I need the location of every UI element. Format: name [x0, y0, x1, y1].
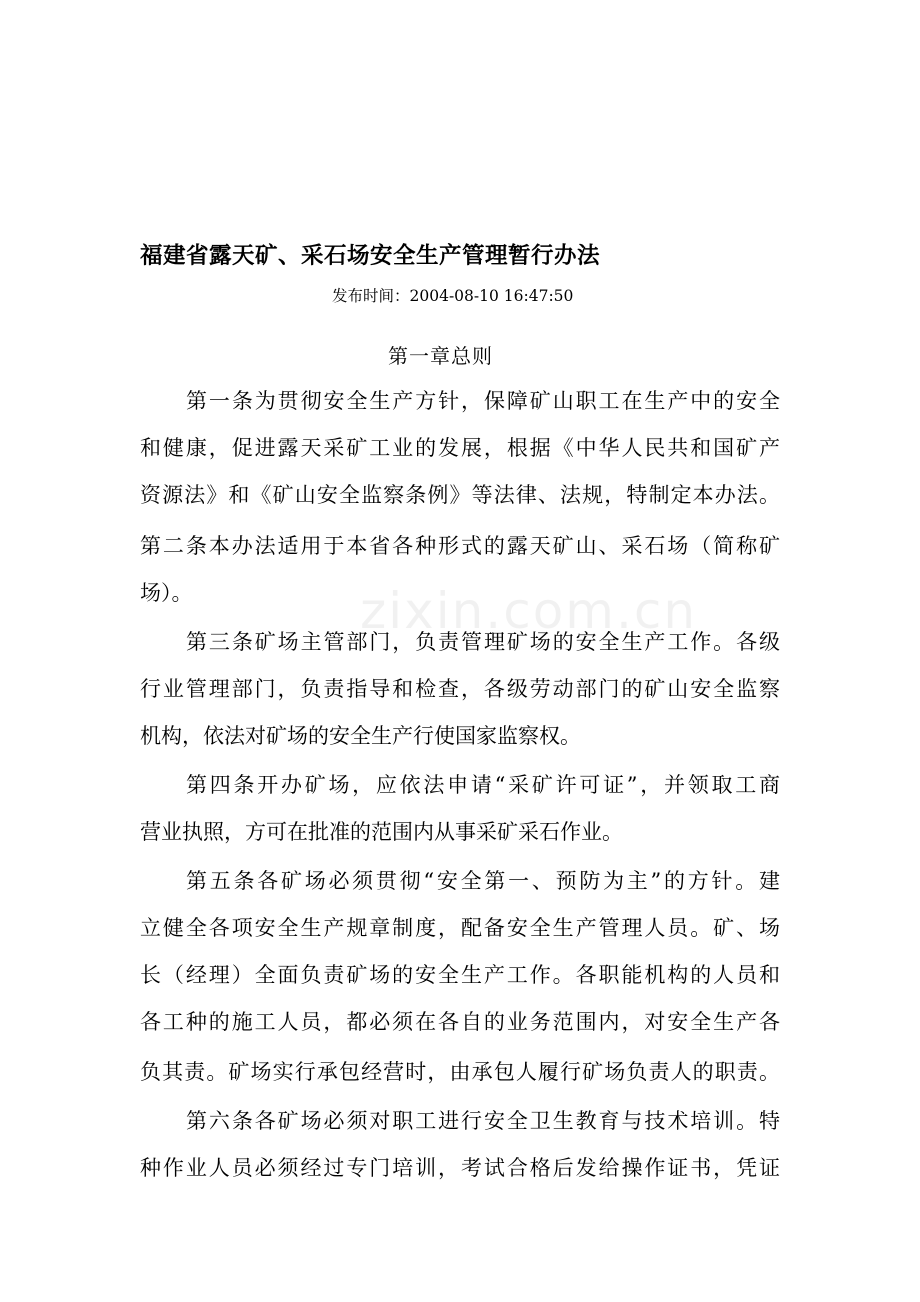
body-line: 第一条为贯彻安全生产方针，保障矿山职工在生产中的安全 [186, 389, 780, 413]
body-line: 和健康，促进露天采矿工业的发展，根据《中华人民共和国矿产 [140, 436, 780, 460]
body-line: 第六条各矿场必须对职工进行安全卫生教育与技术培训。特 [186, 1109, 780, 1133]
body-line: 第四条开办矿场，应依法申请“采矿许可证”，并领取工商 [186, 773, 780, 797]
body-line: 立健全各项安全生产规章制度，配备安全生产管理人员。矿、场 [140, 916, 780, 940]
document-title: 福建省露天矿、采石场安全生产管理暂行办法 [140, 243, 601, 269]
body-line: 场）。 [140, 581, 193, 605]
body-line: 资源法》和《矿山安全监察条例》等法律、法规，特制定本办法。 [140, 483, 780, 507]
body-line: 机构，依法对矿场的安全生产行使国家监察权。 [140, 724, 581, 748]
body-line: 种作业人员必须经过专门培训，考试合格后发给操作证书，凭证 [140, 1156, 780, 1180]
body-line: 行业管理部门，负责指导和检查，各级劳动部门的矿山安全监察 [140, 677, 780, 701]
watermark: zixin.com.cn [360, 582, 698, 640]
body-line: 长（经理）全面负责矿场的安全生产工作。各职能机构的人员和 [140, 963, 780, 987]
publish-time: 发布时间：2004-08-10 16:47:50 [332, 287, 574, 305]
body-line: 第二条本办法适用于本省各种形式的露天矿山、采石场（简称矿 [140, 534, 780, 558]
body-line: 第三条矿场主管部门，负责管理矿场的安全生产工作。各级 [186, 630, 780, 654]
body-line: 第五条各矿场必须贯彻“安全第一、预防为主”的方针。建 [186, 869, 780, 893]
body-line: 负其责。矿场实行承包经营时，由承包人履行矿场负责人的职责。 [140, 1060, 780, 1084]
body-line: 营业执照，方可在批准的范围内从事采矿采石作业。 [140, 820, 623, 844]
chapter-heading: 第一章总则 [388, 344, 493, 368]
body-line: 各工种的施工人员，都必须在各自的业务范围内，对安全生产各 [140, 1010, 780, 1034]
